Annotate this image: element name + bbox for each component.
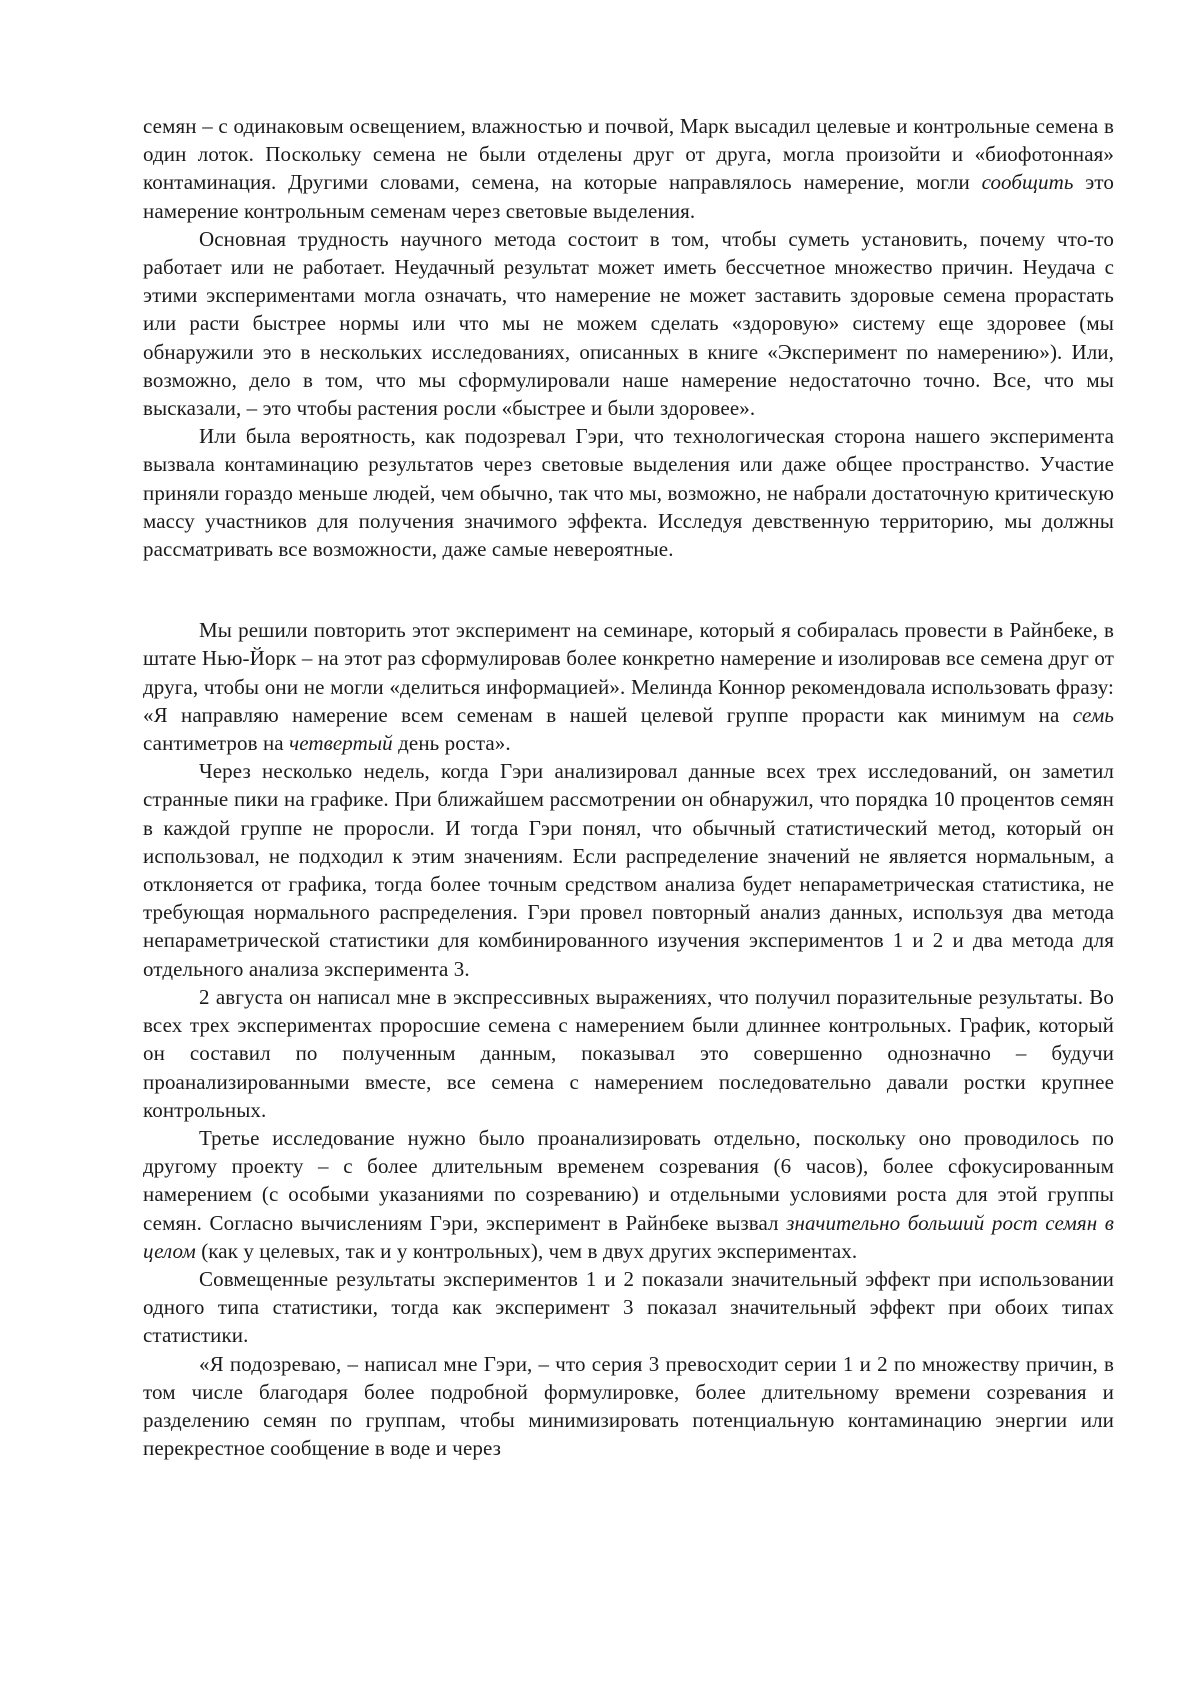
text-run: Или была вероятность, как подозревал Гэри, что технологическая сторона нашего эксперимента вызвала контаминацию результатов через световые выделения или даже общее пространство. Участие приняли гораздо меньше людей, чем обычно, так что мы, возможно, не набрали достаточную критическую массу участников для получения значимого эффекта. Исследуя девственную территорию, мы должны рассматривать все возможности, даже самые невероятные. — [143, 424, 1114, 562]
paragraph — [143, 616, 1114, 757]
italic-run: семь — [1072, 702, 1114, 727]
text-run: семян – с одинаковым освещением, влажностью и почвой, Марк высадил целевые и контрольные семена в один лоток. Поскольку семена не были отделены друг от друга, могла произойти и «биофотонная» контаминация. Другими словами, семена, на которые направлялось намерение, могли — [143, 114, 1114, 195]
text-run: Третье исследование нужно было проанализировать отдельно, поскольку оно проводилось по другому проекту – с более длительным временем созревания (6 часов), более сфокусированным намерением (с особыми указаниями по созреванию) и отдельными условиями роста для этой группы семян. Согласно вычислениям Гэри, эксперимент в Райнбеке вызвал — [143, 1125, 1114, 1235]
paragraph — [143, 757, 1114, 983]
paragraph — [143, 422, 1114, 563]
paragraph — [143, 983, 1114, 1124]
text-run: «Я подозреваю, – написал мне Гэри, – что серия 3 превосходит серии 1 и 2 по множеству причин, в том числе благодаря более подробной формулировке, более длительному времени созревания и разделению семян по группам, чтобы минимизировать потенциальную контаминацию энергии или перекрестное сообщение в воде и через — [143, 1351, 1114, 1461]
paragraph — [143, 225, 1114, 422]
text-run: Через несколько недель, когда Гэри анализировал данные всех трех исследований, он заметил странные пики на графике. При ближайшем рассмотрении он обнаружил, что порядка 10 процентов семян в каждой группе не проросли. И тогда Гэри понял, что обычный статистический метод, который он использовал, не подходил к этим значениям. Если распределение значений не является нормальным, а отклоняется от графика, тогда более точным средством анализа будет непараметрическая статистика, не требующая нормального распределения. Гэри провел повторный анализ данных, используя два метода непараметрической статистики для комбинированного изучения экспериментов 1 и 2 и два метода для отдельного анализа эксперимента 3. — [143, 759, 1114, 981]
italic-run: значительно больший рост семян в целом — [143, 1210, 1114, 1263]
italic-run: сообщить — [981, 170, 1074, 195]
text-run: 2 августа он написал мне в экспрессивных выражениях, что получил поразительные результаты. Во всех трех экспериментах проросшие семена с намерением были длиннее контрольных. График, который он составил по полученным данным, показывал это совершенно однозначно – будучи проанализированными вместе, все семена с намерением последовательно давали ростки крупнее контрольных. — [143, 984, 1114, 1122]
text-run: Совмещенные результаты экспериментов 1 и 2 показали значительный эффект при использовании одного типа статистики, тогда как эксперимент 3 показал значительный эффект при обоих типах статистики. — [143, 1266, 1114, 1348]
text-run: это намерение контрольным семенам через световые выделения. — [143, 170, 1114, 223]
text-run: Основная трудность научного метода состоит в том, чтобы суметь установить, почему что-то работает или не работает. Неудачный результат может иметь бессчетное множество причин. Неудача с этими экспериментами могла означать, что намерение не может заставить здоровые семена прорастать или расти быстрее нормы или что мы не можем сделать «здоровую» систему еще здоровее (мы обнаружили это в нескольких исследованиях, описанных в книге «Эксперимент по намерению»). Или, возможно, дело в том, что мы сформулировали наше намерение недостаточно точно. Все, что мы высказали, – это чтобы растения росли «быстрее и были здоровее». — [143, 226, 1114, 421]
paragraph — [143, 1265, 1114, 1350]
text-run: (как у целевых, так и у контрольных), чем в двух других экспериментах. — [195, 1238, 858, 1263]
text-run: сантиметров на — [143, 731, 290, 756]
section-break — [143, 563, 1114, 616]
text-run: Мы решили повторить этот эксперимент на семинаре, который я собиралась провести в Райнбеке, в штате Нью-Йорк – на этот раз сформулировав более конкретно намерение и изолировав все семена друг от друга, чтобы они не могли «делиться информацией». Мелинда Коннор рекомендовала использовать фразу: «Я направляю намерение всем семенам в нашей целевой группе прорасти как минимум на — [143, 618, 1114, 727]
paragraph — [143, 1124, 1114, 1265]
body-text — [143, 112, 1114, 1462]
text-run: день роста». — [392, 731, 511, 756]
paragraph — [143, 112, 1114, 225]
paragraph — [143, 1350, 1114, 1463]
italic-run: четвертый — [289, 731, 393, 756]
